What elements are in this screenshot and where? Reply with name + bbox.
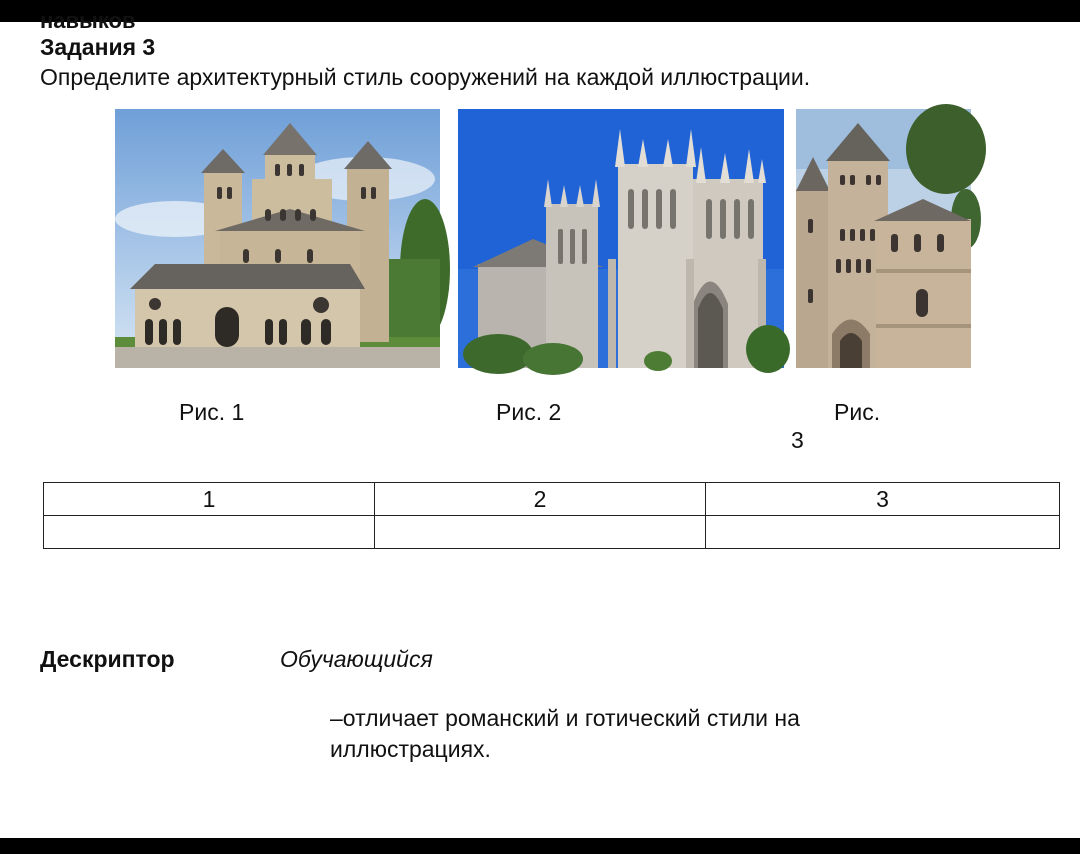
romanesque-church-photo <box>796 109 971 368</box>
gothic-cathedral-photo <box>458 109 784 368</box>
table-header-row <box>44 483 1060 516</box>
worksheet-page <box>0 8 1080 838</box>
figure-2-caption: Рис. 2 <box>496 399 562 425</box>
table-answer-row <box>44 516 1060 549</box>
answer-cell[interactable] <box>706 516 1060 549</box>
table-header-cell: 1 <box>44 483 375 516</box>
answer-table <box>43 482 1060 549</box>
task-instruction: Определите архитектурный стиль сооружений на каждой иллюстрации. <box>40 64 811 90</box>
task-title: Задания 3 <box>40 34 156 60</box>
figure-3-caption: Рис. <box>834 399 881 425</box>
descriptor-label: Дескриптор <box>40 646 175 672</box>
romanesque-abbey-photo <box>115 109 440 368</box>
figure-3-caption-number: 3 <box>791 427 804 453</box>
descriptor-criterion: –отличает романский и готический стили на иллюстрациях. <box>330 705 800 762</box>
answer-cell[interactable] <box>44 516 375 549</box>
table-header-cell: 3 <box>706 483 1060 516</box>
cut-off-heading: навыков <box>40 8 136 33</box>
figure-1-caption: Рис. 1 <box>179 399 245 425</box>
answer-cell[interactable] <box>375 516 706 549</box>
descriptor-learner: Обучающийся <box>280 646 433 672</box>
table-header-cell: 2 <box>375 483 706 516</box>
